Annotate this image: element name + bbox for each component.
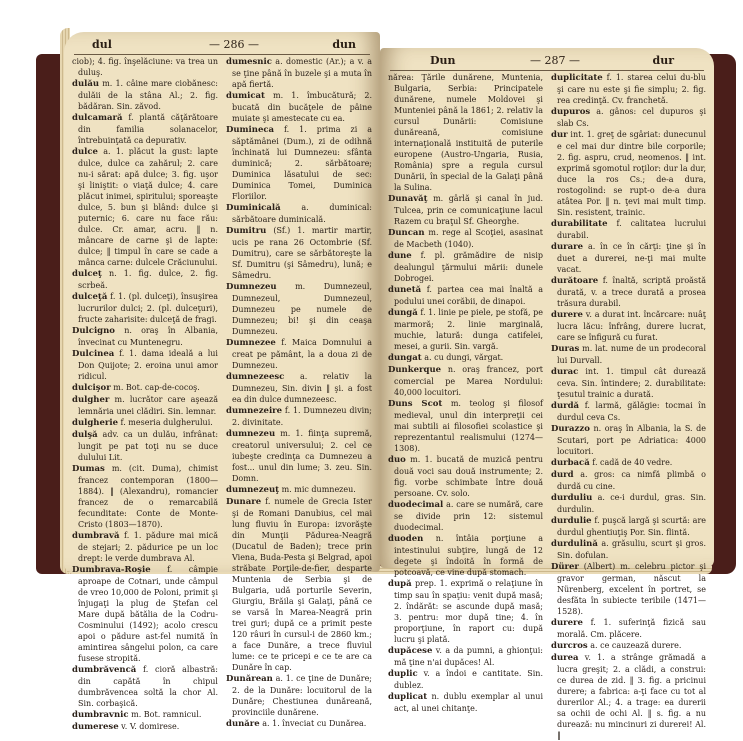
entry-definition: f. cioră albastră: din capătă în chipul dumbrăvencea soltă la chor Al. Sin. corbaşică. — [78, 665, 218, 708]
dictionary-entry — [72, 56, 218, 78]
entry-headword: Dumbrava-Roşie — [72, 565, 151, 575]
dictionary-entry — [226, 371, 372, 405]
entry-definition: (Albert) m. celebru pictor şi gravor german, născut la Nürenberg, excelent în portret, se desfăta în subiecte teribile (1471—1528). — [557, 562, 706, 616]
entry-definition: m. 1. câine mare ciobănesc: dulăii de la stâna Al.; 2. fig. bădăran. Sin. zăvod. — [78, 79, 218, 111]
entry-definition: prep. 1. exprimă o relaţiune în timp sau în spaţiu: venit după masă; 2. îndărăt: se ascunde după masă; 3. pentru: mor după tine; 4. în proporţiune, în raport cu: după lucru şi plată. — [394, 579, 543, 644]
entry-headword: dumbravă — [72, 531, 120, 541]
entry-definition: f. meseria dulgherului. — [120, 418, 213, 427]
entry-headword: dumesnic — [226, 57, 272, 67]
dictionary-entry — [551, 218, 706, 241]
entry-headword: dunăre — [226, 719, 260, 729]
entry-headword: Dunkerque — [388, 365, 442, 375]
entry-definition: a. duminical: sărbătoare duminicală. — [232, 203, 372, 224]
dictionary-entry — [72, 146, 218, 268]
entry-definition: f. 1. dama ideală a lui Don Quijote; 2. eroina unui amor ridicul. — [78, 349, 218, 381]
dictionary-entry — [551, 343, 706, 366]
entry-headword: dulceţ — [72, 269, 102, 279]
entry-definition: f. 1. prima zi a săptămânei (Dum.), zi de odihnă închinată lui Dumnezeu: sfânta duminică; 2. sărbătoare; Duminica lăsatului de sec: Duminica Tomei, Duminica Floriilor. — [232, 125, 372, 201]
entry-definition: f. numele de Grecia Ister şi de Romani Danubius, cel mai lung fluviu în Europa: izvorăşte din Munţii Pădurea-Neagră (Ducatul de Baden); trece prin Viena, Buda-Pesta şi Belgrad, apoi străbate Porţile-de-fier, desparte Muntenia de Serbia şi de Bulgaria, udă porturile Severin, Giurgiu, Brăila şi Galaţi, până ce se varsă în Marea-Neagră prin trei guri; după ce a primit peste 120 râuri în cursul-i de 2860 km.; a face Dunăre, a trece fluviul lume: ce te pricepi e ce te are ca Dunăre în cap. — [232, 497, 372, 672]
entry-definition: n. întâia porţiune a intestinului subţire, lungă de 12 degete şi îndoită în formă de potcoavă, ce vine după stomach. — [394, 534, 543, 577]
right-page — [380, 48, 714, 740]
guide-word-left: dul — [92, 38, 112, 51]
entry-headword: dulşă — [72, 430, 98, 440]
dictionary-entry — [551, 492, 706, 515]
dictionary-entry — [72, 463, 218, 530]
entry-headword: dumerese — [72, 722, 119, 732]
dictionary-entry — [72, 325, 218, 348]
dictionary-entry — [388, 307, 543, 352]
dictionary-entry — [388, 668, 543, 691]
dictionary-entry — [226, 484, 372, 496]
entry-headword: duodecimal — [388, 500, 444, 510]
entry-definition: m. teolog şi filosof medieval, unul din interpreţii cei mai subtili ai filosofiei scolastice şi reprezentantul realismului (1274—1308). — [394, 399, 543, 453]
entry-headword: după — [388, 579, 412, 589]
dictionary-entry — [551, 423, 706, 457]
dictionary-entry — [226, 90, 372, 124]
entry-headword: durere — [551, 310, 583, 320]
entry-definition: f. înaltă, scriptă proăstă durată, v. a trece durată a prosea trăsura durabil. — [557, 276, 707, 308]
right-page-column-2 — [551, 72, 707, 740]
entry-definition: f. câmpie aproape de Cotnari, unde câmpul de vreo 10,000 de Poloni, primit şi înjugaţi la plug de Ştefan cel Mare după bătălia de la Codru-Cosminului (1492); acolo crescu apoi o pădure ast-fel numită în amintirea sângelui polon, ca care fusese stropită. — [78, 565, 219, 663]
dictionary-entry — [551, 652, 706, 741]
dictionary-entry — [72, 564, 218, 664]
dictionary-entry — [226, 673, 372, 718]
entry-headword: Duras — [551, 344, 580, 354]
entry-headword: dungă — [388, 308, 418, 318]
dictionary-entry — [551, 309, 706, 343]
entry-definition: nărea: Ţările dunărene, Muntenia, Bulgaria, Serbia: Principatele dunărene, numele Moldovei şi Munteniei până la 1861; 2. relativ la cursul Dunării: Comisiune dunăreană, comisiune internaţională instituită de puterile europene (Austro-Ungaria, Rusia, România) spre a regula cursul Dunării, în special de la Galaţi până la Sulina. — [388, 73, 543, 192]
entry-definition: m. Bot. cap-de-cocoş. — [113, 383, 200, 392]
entry-headword: dulcişor — [72, 383, 111, 393]
entry-definition: v. V. domirese. — [121, 722, 180, 731]
entry-definition: f. 1. linie pe piele, pe stofă, pe marmoră; 2. linie marginală, muchie, latură: dunga catifelei, mesei, a gurii. Sin. vargă. — [394, 308, 543, 351]
dictionary-entry — [551, 538, 706, 561]
dictionary-entry — [551, 366, 706, 400]
dictionary-entry — [226, 496, 372, 673]
dictionary-entry — [72, 382, 218, 394]
dictionary-entry — [72, 664, 218, 709]
entry-headword: dumicat — [226, 91, 265, 101]
dictionary-entry — [226, 56, 372, 90]
header-rule — [74, 54, 370, 55]
left-page-columns — [72, 56, 373, 732]
dictionary-entry — [551, 106, 706, 129]
entry-definition: a. ce-i durdul, gras. Sin. durdulin. — [557, 493, 707, 514]
entry-definition: a. 1. înveciat cu Dunărea. — [262, 719, 367, 728]
entry-headword: duo — [388, 455, 406, 465]
dictionary-entry — [551, 617, 706, 640]
entry-headword: dune — [388, 251, 412, 261]
left-page — [64, 32, 380, 732]
entry-definition: a. cu dungi, vărgat. — [424, 353, 504, 362]
dictionary-entry — [72, 268, 218, 291]
dictionary-entry — [551, 72, 706, 106]
entry-definition: f. 1. suferinţă fizică sau morală. Cm. plăcere. — [557, 618, 707, 639]
entry-headword: dumnezeuţ — [226, 485, 280, 495]
entry-definition: a. ce cauzează durere. — [590, 641, 682, 650]
dictionary-entry — [226, 718, 372, 730]
dictionary-entry — [388, 499, 543, 533]
dictionary-entry — [551, 241, 706, 275]
dictionary-entry — [226, 225, 372, 281]
entry-headword: dulce — [72, 147, 98, 157]
entry-headword: Dunărean — [226, 674, 273, 684]
entry-definition: f. 1. starea celui du-blu şi care nu este şi fie simplu; 2. fig. rea credinţă. Cv. franchetă. — [557, 73, 707, 105]
entry-definition: f. cadă de 40 vedre. — [592, 458, 673, 467]
entry-headword: durere — [551, 618, 583, 628]
page-number: — 286 — — [209, 38, 259, 51]
entry-headword: durdulină — [551, 539, 598, 549]
dictionary-entry — [226, 337, 372, 371]
entry-definition: f. puşcă largă şi scurtă: are durdul ghentiuţiş Por. Sin. flintă. — [557, 516, 706, 537]
entry-headword: duoden — [388, 534, 424, 544]
entry-definition: int. 1. timpul cât durează ceva. Sin. întindere; 2. durabilitate: ţesutul trainic a durată. — [557, 367, 707, 399]
entry-definition: m. gârlă şi canal în jud. Tulcea, prin ce comunicaţiune lacul Razem cu braţul Sf. Gheorghe. — [394, 194, 543, 226]
entry-definition: v. a îndoi e cantitate. Sin. dublez. — [394, 669, 543, 690]
entry-headword: durea — [551, 653, 579, 663]
entry-headword: Dunavăţ — [388, 194, 428, 204]
dictionary-entry — [226, 202, 372, 225]
dictionary-entry — [551, 515, 706, 538]
entry-headword: Duncan — [388, 228, 425, 238]
entry-headword: durac — [551, 367, 579, 377]
entry-definition: f. 1. Dumnezeu divin; 2. divinitate. — [232, 406, 372, 427]
entry-definition: a. relativ la Dumnezeu, Sin. divin ‖ şi. a fost ea din dulce dumnezeesc. — [232, 372, 372, 404]
entry-definition: m. Dumnezeul, Dumnezeul, Dumnezeul, Dumnezeu pe numele de Dumnezeu; bi! şi din ceaşa Dumnezeu. — [232, 282, 372, 336]
open-book — [36, 18, 736, 740]
entry-definition: m. 1. bucată de muzică pentru două voci sau două instrumente; 2. fig. vorbe schimbate între două persoane. Cv. solo. — [394, 455, 543, 498]
entry-headword: dulceţă — [72, 292, 108, 302]
dictionary-entry — [551, 561, 706, 617]
entry-headword: Dumnezeu — [226, 282, 277, 292]
entry-definition: m. 1. fiinţa supremă, creatorul universului; 2. cel ce iubeşte credinţa ca Dumnezeu a fost... unul din lume; 3. zeu. Sin. Domn. — [232, 429, 372, 483]
dictionary-entry — [72, 348, 218, 382]
entry-headword: durabilitate — [551, 219, 608, 229]
dictionary-entry — [72, 394, 218, 417]
entry-headword: Dulcigno — [72, 326, 115, 336]
dictionary-entry — [226, 124, 372, 202]
entry-headword: dumnezeu — [226, 429, 276, 439]
entry-headword: Dumas — [72, 464, 105, 474]
entry-headword: dulău — [72, 79, 100, 89]
entry-definition: n. oraş în Albania, învecinat cu Muntenegru. — [78, 326, 218, 347]
dictionary-entry — [72, 429, 218, 463]
dictionary-entry — [388, 364, 543, 398]
entry-definition: v. a durat int. încărcare: nuâţ lucra lăcu: înfrâng, durere lucrat, care se înfigură cu furat. — [557, 310, 707, 342]
entry-definition: int. 1. greţ de sgâriat: dunecunul e cel mai dur dintre bile corporile; 2. fig. aspru, crud, neomenos. ‖ int. exprimă sgomotul roţilor: dur la dur, duce la ros Cs.; de-a dura, rostogolind: se rupt-o de-a dura atâtea Por. ‖ n. ţevi mai mult timp. Sin. resistent, trainic. — [557, 130, 707, 217]
entry-headword: durd — [551, 470, 574, 480]
entry-definition: f. larmă, gălăgie: tocmai în durdul ceva Cs. — [557, 401, 706, 422]
entry-headword: Dumitru — [226, 226, 267, 236]
entry-definition: n. 1. fig. dulce, 2. fig. scrbeă. — [78, 269, 219, 290]
dictionary-entry — [72, 291, 218, 325]
dictionary-entry — [388, 284, 543, 307]
dictionary-entry — [226, 428, 372, 484]
entry-definition: ciob); 4. fig. înşelăciune: va trea un duluş. — [72, 57, 218, 77]
dictionary-entry — [388, 227, 543, 250]
entry-definition: a. 1. plăcut la gust: lapte dulce, dulce ca zahărul; 2. care nu-i sărat: apă dulce; 3. fig. uşor şi liniştit: o viaţă dulce; 4. care plăcut inimei, spiritului; sporeaşte dulce, 5. bun şi blând: dulce şi puternic; 6. care nu face rău: dulce. Cr. amar, acru. ‖ n. mâncare de carne şi de lapte: dulce; ‖ timpul în care se cade a mânca carne: dulcele Crăciunului. — [78, 147, 218, 267]
entry-headword: dulgherie — [72, 418, 118, 428]
entry-headword: durdă — [551, 401, 580, 411]
entry-headword: Dumnezee — [226, 338, 276, 348]
entry-definition: f. plantă căţărătoare din familia solanacelor, întrebuinţată ca depurativ. — [78, 113, 218, 145]
entry-definition: m. lat. nume de un prodecoral lui Durvall. — [557, 344, 707, 365]
entry-headword: dur — [551, 130, 568, 140]
entry-headword: Dulcinea — [72, 349, 115, 359]
dictionary-entry — [72, 417, 218, 429]
dictionary-entry — [551, 129, 706, 218]
page-number: — 287 — — [530, 54, 580, 67]
entry-definition: f. pl. grămădire de nisip dealungul ţărmului mării: dunele Dobrogei. — [394, 251, 543, 283]
guide-word-left: Dun — [430, 54, 456, 67]
dictionary-entry — [72, 721, 218, 733]
entry-definition: m. (cit. Duma), chimist francez contemporan (1800—1884). ‖ (Alexandru), romancier francez de o remarcabilă fecunditate: Conte de Monte-Cristo (1803—1870). — [78, 464, 218, 529]
entry-definition: a. 1. ce ţine de Dunăre; 2. de la Dunăre: locuitorul de la Dunăre; Chestiunea dunăreană, provinciile dunărene. — [232, 674, 372, 717]
entry-definition: f. 1. (pl. dulceţi), însuşirea lucrurilor dulci; 2. (pl. dulceţuri), fructe zaharisite: dulceţă de fragi. — [78, 292, 218, 324]
entry-headword: dunetă — [388, 285, 422, 295]
entry-definition: v. 1. a strânge grămadă a lucra greşit; 2. a clădi, a construi: ce durea de zid. ‖ 3. fig. a pricinui durere; a fabrica: a-ţi face cu tot al durerilor Al.; 4. a trage: ea durerii sa ochii de ochi Al. ‖ s. fig. a nu durează: nu mincinuri zi durerei! Al. ‖ — [557, 653, 706, 740]
entry-definition: adv. ca un dulău, infrânat: lungit pe pat toţi nu se duce dulului Lit. — [78, 430, 219, 462]
dictionary-entry — [551, 640, 706, 652]
right-page-column-1 — [388, 72, 544, 713]
entry-definition: n. oraş în Albania, la S. de Scutari, port pe Adriatica: 4000 locuitori. — [557, 424, 706, 456]
entry-definition: a. domestic (Ar.); a v. a se ţine până în buzele şi a muta în apă fiertă. — [232, 57, 373, 89]
entry-definition: m. lucrător care aşează lemnăria unei clădiri. Sin. lemnar. — [78, 395, 218, 416]
dictionary-entry — [388, 352, 543, 364]
entry-headword: Dumineca — [226, 125, 275, 135]
dictionary-entry — [551, 400, 706, 423]
entry-headword: durcros — [551, 641, 588, 651]
right-page-header — [390, 54, 704, 70]
dictionary-entry — [72, 709, 218, 721]
dictionary-entry — [388, 193, 543, 227]
entry-definition: m. mic dumnezeu. — [281, 485, 356, 494]
dictionary-entry — [72, 78, 218, 112]
dictionary-entry — [388, 398, 543, 454]
entry-headword: dumnezeesc — [226, 372, 285, 382]
entry-headword: Dunare — [226, 497, 262, 507]
entry-headword: durdulie — [551, 516, 592, 526]
entry-headword: Durazzo — [551, 424, 590, 434]
entry-definition: n. oraş francez, port comercial pe Marea Nordului: 40,000 locuitori. — [394, 365, 544, 397]
right-page-columns — [388, 72, 707, 740]
entry-headword: dupuros — [551, 107, 591, 117]
entry-headword: durătoare — [551, 276, 599, 286]
entry-definition: m. Bot. ramnicul. — [131, 710, 202, 719]
dictionary-entry — [551, 275, 706, 309]
entry-headword: Duns Scot — [388, 399, 443, 409]
entry-headword: Dürer — [551, 562, 579, 572]
dictionary-entry — [388, 72, 543, 193]
left-page-header — [74, 38, 370, 54]
entry-definition: n. dublu exemplar al unui act, al unei chitanţe. — [394, 692, 543, 713]
dictionary-entry — [388, 533, 543, 578]
entry-headword: dulgher — [72, 395, 110, 405]
left-page-column-2 — [226, 56, 373, 729]
dictionary-entry — [551, 457, 706, 469]
entry-definition: f. calitatea lucrului durabil. — [557, 219, 706, 240]
entry-headword: duplicitate — [551, 73, 603, 83]
entry-headword: duplic — [388, 669, 418, 679]
dictionary-entry — [72, 530, 218, 564]
entry-definition: (Sf.) 1. martir martir, ucis pe rana 26 Octombrie (Sf. Dumitru), care se sărbătoreşte la Sf. Dumitru (şi Sâmedru), lună; e Sâmedru. — [232, 226, 373, 280]
entry-definition: f. Maica Domnului a creat pe pământ, la a doua zi de Dumnezeu. — [232, 338, 372, 370]
entry-headword: dumbrăvencă — [72, 665, 137, 675]
entry-headword: dumnezeire — [226, 406, 283, 416]
entry-definition: f. partea cea mai înaltă a podului unei corăbii, de dinapoi. — [394, 285, 544, 306]
entry-headword: durare — [551, 242, 583, 252]
entry-headword: dungat — [388, 353, 422, 363]
dictionary-entry — [226, 281, 372, 337]
entry-definition: v. a da pumni, a ghionţui: mă ţine n'ai dupăces! Al. — [394, 646, 544, 667]
entry-definition: a. grăsuliu, scurt şi gros. Sin. dofulan. — [557, 539, 706, 560]
entry-definition: m. rege al Scoţiei, asasinat de Macbeth (1040). — [394, 228, 544, 249]
entry-definition: a. gânos: cel dupuros şi slab Cs. — [557, 107, 707, 128]
entry-headword: durduliu — [551, 493, 593, 503]
entry-definition: a. în ce în cărţi: ţine şi în duet a durerei, ne-ţi mai multe vacat. — [557, 242, 706, 274]
dictionary-entry — [226, 405, 372, 428]
entry-definition: a. care se numără, care se divide prin 12: sistemul duodecimal. — [394, 500, 543, 532]
dictionary-entry — [72, 112, 218, 146]
header-rule — [390, 70, 704, 71]
dictionary-entry — [388, 454, 543, 499]
dictionary-entry — [388, 578, 543, 645]
entry-definition: a. gros: ca nimfă plimbă o durdă cu cine. — [557, 470, 707, 491]
guide-word-right: dur — [652, 54, 674, 67]
entry-headword: duplicat — [388, 692, 428, 702]
entry-headword: Duminicală — [226, 203, 281, 213]
dictionary-entry — [388, 691, 543, 714]
entry-headword: dupăcese — [388, 646, 433, 656]
guide-word-right: dun — [332, 38, 356, 51]
entry-headword: dumbravnic — [72, 710, 129, 720]
entry-definition: f. 1. pădure mai mică de stejari; 2. pădurice pe un loc drept: le verde dumbrava Al. — [78, 531, 218, 563]
dictionary-entry — [388, 645, 543, 668]
entry-headword: durbacă — [551, 458, 590, 468]
entry-headword: dulcamară — [72, 113, 123, 123]
dictionary-entry — [388, 250, 543, 284]
left-page-column-1 — [72, 56, 219, 732]
entry-definition: m. 1. îmbucătură; 2. bucată din bucăţele de pâine muiate şi amestecate cu ea. — [232, 91, 372, 123]
dictionary-entry — [551, 469, 706, 492]
